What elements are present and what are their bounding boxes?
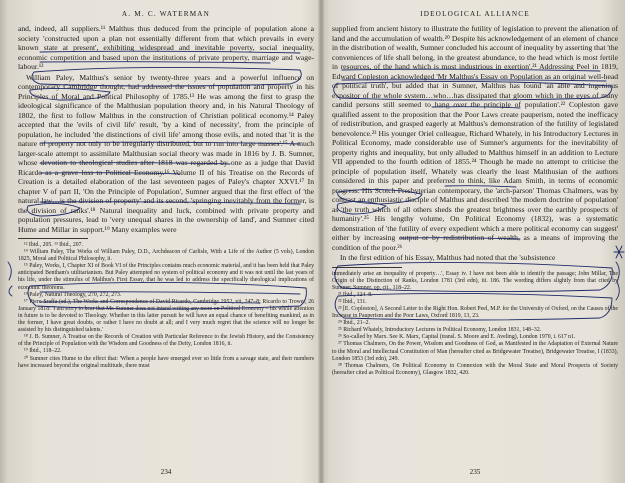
- footnote: ²⁵ Richard Whately, Introductory Lectures in Political Economy, London 1831, 148–32.: [338, 327, 542, 334]
- footnote: ¹⁶ Paley, Natural Theology, 270, 272, 273.: [24, 291, 122, 298]
- left-page: [18, 0, 314, 483]
- page-number-left: 234: [160, 468, 172, 476]
- left-paragraph-1: and, indeed, all suppliers.¹¹ Malthus thus deduced from the principle of population alone a society 'constructed upon a plan not essentially different from that which prevails in every known state at present', exhibiting widespread and inevitable poverty, social inequality, economic competition and based upon the institutions of private property, marriage and wage-labour.¹²: [18, 24, 314, 71]
- footnote: ¹² Ibid., 205. ¹³ Ibid., 207.: [24, 242, 83, 248]
- right-paragraph-2: In the first edition of his Essay, Malthus had noted that the 'subsistence: [340, 253, 556, 262]
- footnote: ²⁷ Thomas Chalmers, On the Power, Wisdom and Goodness of God, as Manifested in the Adaptation of External Nature to the Moral and Intellectual Constitution of Man (hereafter cited as Bridgewater Treatise), Bridgewater Treatise, I (1833), London 1853 (3rd edn), 249.: [332, 341, 618, 362]
- left-body: [18, 24, 314, 234]
- footnote: ²⁶ So-called by Marx. See K. Marx, Capital (transl. S. Moore and E. Aveling), London 1970, i. 617 n1.: [338, 334, 576, 341]
- footnote: ²⁸ Thomas Chalmers, On Political Economy in Connexion with the Moral State and Moral Prospects of Society (hereafter cited as Political Economy), Glasgow 1832, 420.: [332, 362, 618, 376]
- right-page: [332, 0, 618, 483]
- book-gutter: [318, 0, 324, 483]
- footnote: ²² Ibid., 131.: [338, 298, 367, 305]
- right-paragraph-1: supplied from ancient history to illustrate the futility of legislation to prevent the alienation of land and the accumulation of wealth.²⁰ Despite his acknowledgement of an element of chance in the distribution of wealth, Sumner concluded his account of inequality by asserting that 'the conveniences of life shall belong, in the greatest abundance, to the head which is most fertile in resources, of the hand which is most industrious in exertion'.²¹ Addressing Peel in 1819, Edward Copleston acknowledged 'Mr Malthus's Essay on Population as an original well-head of political truth', but added that in Sumner, Malthus has found 'an able and ingenious expositor of the whole system…who…has dissipated that gloom which in the eyes of many candid persons still seemed to hang over the principle of population'.²² Copleston gave qualified assent to the proposition that the Poor Laws create pauperism, noted the inefficacy of redistribution, and grasped eagerly at Malthus's demonstration of the futility of legislated benevolence.²³ His younger Oriel colleague, Richard Whately, in his Introductory Lectures in Political Economy, made considerable use of Sumner's arguments for the inevitability of property rights and inequality, but only alluded to Malthus himself in an addition to Lecture VII appended to the fourth edition of 1855.²⁴ Though he made no attempt to criticise the principle of population itself, Whately was clearly the least Malthusian of the authors considered in this paper and preferred to think, like Adam Smith, in terms of economic progress. His Scotch Presbyterian contemporary, the 'arch-parson' Thomas Chalmers, was by contrast an enthusiastic disciple of Malthus and described 'the modern doctrine of population' as 'the truth which of all others sheds the greatest brightness over the earthly prospects of humanity'.²⁵ His lengthy volume, On Political Economy (1832), was a systematic demonstration of 'the futility of every expedient which a mere political economy can suggest' either by increasing output or by redistribution of wealth, as a means of improving the condition of the poor.²⁶: [332, 24, 618, 252]
- footnote: ¹⁷ Piero Sraffa (ed.), The Works and Correspondence of David Ricardo, Cambridge 1952, vii, 247–8; Ricardo to Trower, 26 January 1818: 'I am sorry to hear that Mr. Sumner does not intend writing any more on Political Economy – his whole attention in future is to be devoted to Theology. Whether in this latter pursuit he will have an equal chance of benefiting mankind, as in the former, I have great doubts, or rather I have no doubt at all; and I very much regret that the science will no longer be assisted by his distinguished talents.': [18, 298, 314, 334]
- footnote-rule-right: [332, 267, 402, 268]
- footnote-rule-left: [18, 238, 88, 239]
- footnote: ²³ [E. Copleston], A Second Letter to the Right Hon. Robert Peel, M.P. for the University of Oxford, on the Causes of the Increase in Pauperism and the Poor Laws, Oxford 1819, 13, 23.: [332, 305, 618, 320]
- left-paragraph-2: William Paley, Malthus's senior by twenty-three years and a powerful influence on contemporary Cambridge thought, had addressed the issues of population and property in his Principles of Moral and Political Philosophy of 1785.¹³ He was among the first to grasp the ideological significance of the Malthusian population theory and, in his Natural Theology of 1802, the first to follow Malthus in the construction of Christian political economy.¹⁴ Paley accepted that the 'evils of civil life' result, 'by a kind of necessity', from the principle of population, he included 'the distinctions of civil life' among those evils, and noted that 'it is the nature of property not only to be irregularly distributed, but to run into large masses'.¹⁵ A much larger-scale attempt to assimilate Malthusian social theory was made in 1816 by J. B. Sumner, whose devotion to theological studies after 1818 was regarded by one as a judge that David Ricardo as a grave loss to Political Economy.¹⁶ Volume II of his Treatise on the Records of Creation is a detailed elaboration of the last seventeen pages of Paley's chapter XXVI.¹⁷ In chapter V of part II, 'On the Principle of Population', Sumner argued that the first effect of 'the natural law…is the division of property' and its second, 'springing inevitably from the former, is the division of ranks'.¹⁸ Natural inequality and luck, combined with private property and population pressures, lead to 'very unequal shares in the ownership of land', and Sumner cited Hume and Millar in support.¹⁹ Many examples were: [18, 72, 314, 234]
- running-header-right: IDEOLOGICAL ALLIANCE: [420, 10, 530, 18]
- page-number-right: 235: [469, 468, 481, 476]
- footnote: ²⁴ Ibid., 21–2.: [338, 320, 370, 327]
- footnote: ¹⁸ J. B. Sumner, A Treatise on the Records of Creation with Particular Reference to the Jewish History, and the Consistency of the Principle of Population with the Wisdom and Goodness of the Deity, London 1816, ii.: [18, 334, 314, 348]
- footnote: ¹⁹ Ibid., 118–22.: [24, 348, 62, 355]
- footnote: ²¹ Ibid., 124–8.: [338, 291, 373, 298]
- left-footnotes: [18, 242, 314, 370]
- running-header-left: A. M. C. WATERMAN: [121, 10, 211, 18]
- footnote: ²⁰ Sumner cites Hume to the effect that: 'When a people have emerged ever so little from a savage state, and their numbers have increased beyond the original multitude, there must: [18, 355, 314, 369]
- footnote: ¹⁵ Paley, Works, I, Chapter XI of Book VI of the Principles contains much economic material, and it has been held that Paley anticipated Bentham's utilitarianism. But Paley attempted no system of political economy and it was not until the last years of his life, under the stimulus of Malthus's First Essay, that he was led to address the specifically theological implications of economic theorems.: [18, 263, 314, 291]
- footnote: ¹⁴ William Paley, The Works of William Paley, D.D., Archdeacon of Carlisle, With a Life of the Author (5 vols), London 1825, Moral and Political Philosophy, ii.: [18, 249, 314, 263]
- right-body: [332, 24, 618, 263]
- right-footnotes: [332, 271, 618, 377]
- footnote: immediately arise an inequality of property…', Essay iv. I have not been able to identify the passage; John Millar, The Origin of the Distinction of Ranks, London 1781 (3rd edn), iii. 186. The wording differs slightly from that cited by Sumner; Sumner, op. cit., 118–22.: [332, 270, 618, 291]
